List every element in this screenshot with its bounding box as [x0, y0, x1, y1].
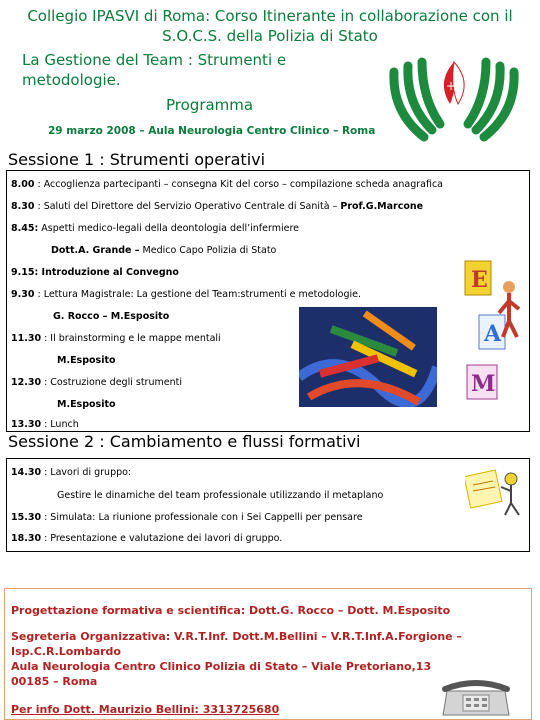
- schedule-row: [11, 289, 361, 301]
- row-text: : Il brainstorming e le mappe mentali: [41, 333, 221, 344]
- row-text: : Simulata: La riunione professionale con i Sei Cappelli per pensare: [41, 512, 363, 523]
- row-time: 9.15:: [11, 267, 39, 278]
- row-time: 12.30: [11, 377, 42, 388]
- sticky-note-icon: [465, 463, 527, 519]
- row-text: : Lettura Magistrale: La gestione del Team:strumenti e metodologie.: [34, 289, 361, 300]
- row-time: 8.00: [11, 179, 35, 190]
- session2-title: Sessione 2 : Cambiamento e flussi formativi: [8, 432, 361, 451]
- row-time: 9.30: [11, 289, 35, 300]
- schedule-row: [57, 355, 116, 367]
- row-time: 14.30: [11, 467, 42, 478]
- schedule-row: [11, 179, 443, 191]
- session2-box: [6, 458, 530, 552]
- schedule-row: [11, 512, 363, 524]
- row-text: : Lunch: [41, 419, 79, 430]
- svg-text:A: A: [484, 321, 502, 347]
- schedule-row: [53, 311, 169, 323]
- row-time: 8.45:: [11, 223, 39, 234]
- svg-text:M: M: [471, 371, 496, 397]
- row-time: 18.30: [11, 533, 42, 544]
- row-speaker: Introduzione al Convegno: [38, 267, 179, 278]
- header-line2: S.O.C.S. della Polizia di Stato: [162, 27, 378, 45]
- schedule-row: [51, 245, 276, 257]
- header-line1: Collegio IPASVI di Roma: Corso Itinerante in collaborazione con il: [27, 7, 513, 25]
- row-text: : Costruzione degli strumenti: [41, 377, 182, 388]
- schedule-row: [57, 399, 116, 411]
- footer-box: [4, 588, 532, 720]
- row-text: : Accoglienza partecipanti – consegna Kit del corso – compilazione scheda anagrafica: [34, 179, 443, 190]
- crayons-image: [299, 307, 437, 407]
- schedule-row: [57, 490, 383, 502]
- schedule-row: [11, 333, 221, 345]
- row-time: 8.30: [11, 201, 35, 212]
- subtitle-line2: metodologie.: [22, 71, 121, 89]
- footer-address: Aula Neurologia Centro Clinico Polizia di Stato – Viale Pretoriano,13: [11, 660, 432, 673]
- row-speaker: M.Esposito: [57, 355, 116, 366]
- svg-text:+: +: [446, 79, 457, 93]
- row-text: : Lavori di gruppo:: [41, 467, 132, 478]
- footer-city: 00185 – Roma: [11, 675, 98, 688]
- schedule-row: [11, 267, 179, 279]
- row-speaker: G. Rocco – M.Esposito: [53, 311, 170, 322]
- event-date: 29 marzo 2008 – Aula Neurologia Centro Clinico – Roma: [48, 125, 376, 137]
- schedule-row: [11, 533, 282, 545]
- row-speaker: M.Esposito: [57, 399, 116, 410]
- header-title: [0, 6, 540, 46]
- schedule-row: [11, 467, 131, 479]
- session1-box: [6, 170, 530, 432]
- row-text: Gestire le dinamiche del team professionale utilizzando il metaplano: [57, 490, 384, 501]
- row-speaker: Dott.A. Grande –: [51, 245, 140, 256]
- schedule-row: [11, 223, 299, 235]
- footer-progettazione: Progettazione formativa e scientifica: Dott.G. Rocco – Dott. M.Esposito: [11, 604, 451, 617]
- row-time: 13.30: [11, 419, 42, 430]
- schedule-row: [11, 419, 79, 431]
- row-time: 11.30: [11, 333, 42, 344]
- row-speaker: Prof.G.Marcone: [340, 201, 424, 212]
- letter-blocks-icon: [459, 257, 531, 417]
- subtitle-line1: La Gestione del Team : Strumenti e: [22, 51, 287, 69]
- programma-heading: Programma: [166, 96, 254, 114]
- row-text: : Presentazione e valutazione dei lavori di gruppo.: [41, 533, 283, 544]
- schedule-row: [11, 201, 423, 213]
- course-subtitle: [22, 50, 286, 90]
- footer-segreteria-cont: Isp.C.R.Lombardo: [11, 645, 121, 658]
- footer-info[interactable]: Per info Dott. Maurizio Bellini: 3313725680: [11, 703, 280, 716]
- svg-text:E: E: [471, 267, 488, 293]
- schedule-row: [11, 377, 182, 389]
- hands-logo-icon: [384, 42, 524, 152]
- row-time: 15.30: [11, 512, 42, 523]
- session1-title: Sessione 1 : Strumenti operativi: [8, 150, 266, 169]
- footer-segreteria: Segreteria Organizzativa: V.R.T.Inf. Dott.M.Bellini – V.R.T.Inf.A.Forgione –: [11, 630, 462, 643]
- row-text: Aspetti medico-legali della deontologia dell’infermiere: [38, 223, 299, 234]
- telephone-icon: [441, 677, 511, 719]
- row-text: Medico Capo Polizia di Stato: [139, 245, 277, 256]
- row-text: : Saluti del Direttore del Servizio Operativo Centrale di Sanità –: [34, 201, 341, 212]
